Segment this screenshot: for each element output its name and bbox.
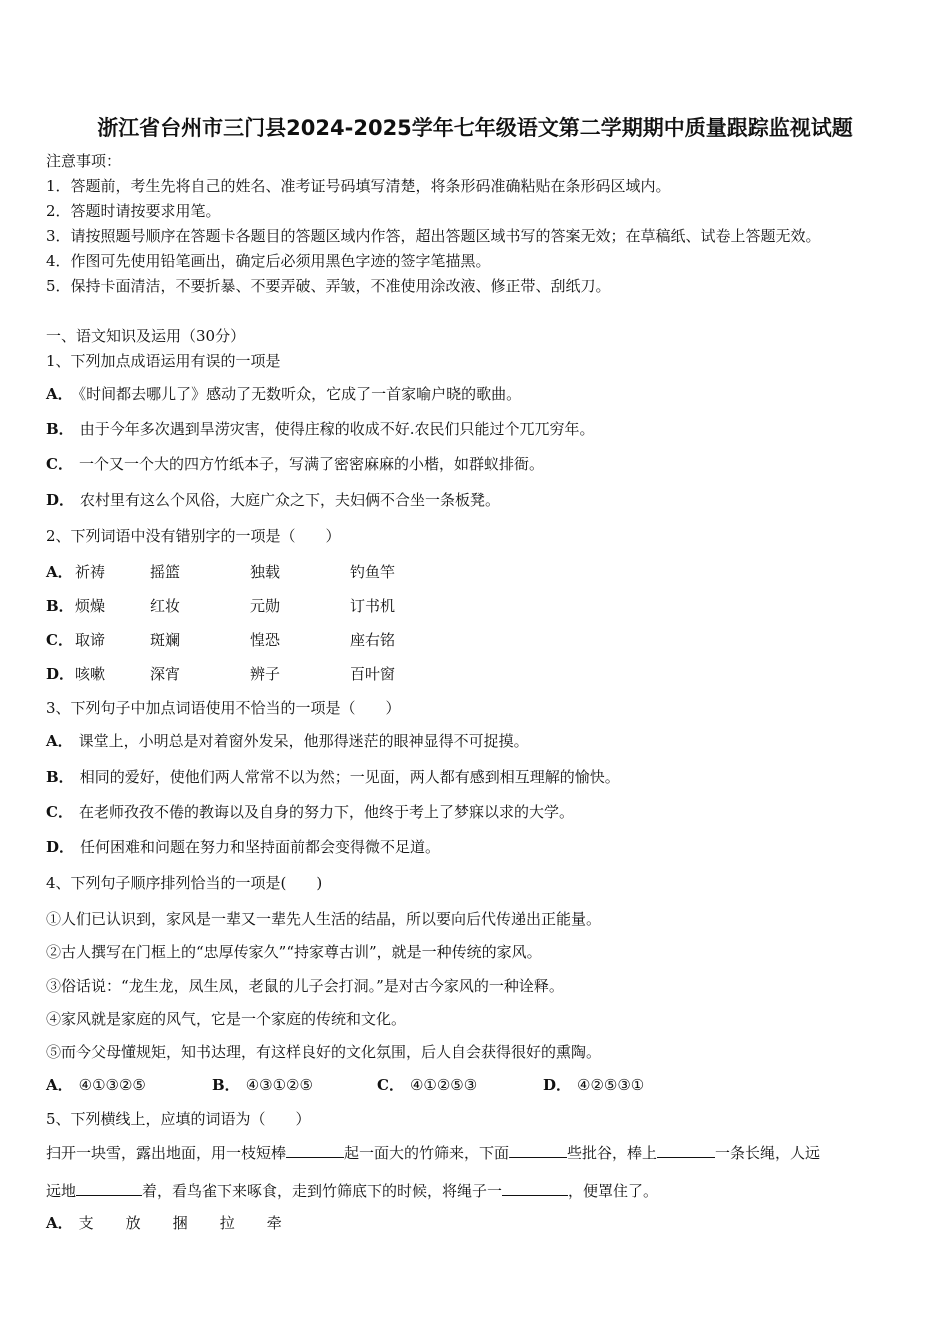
q1-option-a xyxy=(46,384,521,404)
option-word: 百叶窗 xyxy=(350,665,396,683)
passage-text: 些批谷，棒上 xyxy=(567,1144,658,1162)
question-2-stem: 2、下列词语中没有错别字的一项是（ ） xyxy=(46,527,341,545)
option-word: 烦燥 xyxy=(75,597,106,615)
option-label: B． xyxy=(46,420,74,438)
q5-passage-line xyxy=(46,1143,820,1163)
notice-item: 4．作图可先使用铅笔画出，确定后必须用黑色字迹的签字笔描黑。 xyxy=(46,252,491,270)
fill-blank xyxy=(76,1181,142,1196)
option-label: C． xyxy=(377,1076,404,1094)
q4-sentence: ②古人撰写在门框上的“忠厚传家久”“持家尊古训”，就是一种传统的家风。 xyxy=(46,943,542,961)
option-word: 钓鱼竿 xyxy=(350,563,396,581)
passage-text: 起一面大的竹筛来，下面 xyxy=(344,1144,510,1162)
passage-text: ，便罩住了。 xyxy=(568,1182,659,1200)
option-label: A． xyxy=(46,732,73,750)
option-word: 座右铭 xyxy=(350,631,396,649)
option-word: 深宵 xyxy=(150,665,181,683)
option-text: 由于今年多次遇到旱涝灾害，使得庄稼的收成不好.农民们只能过个兀兀穷年。 xyxy=(79,420,595,438)
fill-blank xyxy=(502,1181,568,1196)
passage-text: 一条长绳，人远 xyxy=(715,1144,821,1162)
option-label: D． xyxy=(543,1076,572,1094)
q1-option-d xyxy=(46,490,500,510)
option-word: 独载 xyxy=(250,563,281,581)
option-word: 红妆 xyxy=(150,597,181,615)
option-text: ④①②⑤③ xyxy=(409,1076,478,1094)
fill-blank xyxy=(657,1143,715,1158)
option-label: B． xyxy=(46,768,74,786)
q5-passage-line xyxy=(46,1181,658,1201)
option-word: 拉 xyxy=(219,1214,235,1232)
q1-option-b xyxy=(46,419,594,439)
section-heading: 一、语文知识及运用（30分） xyxy=(46,327,246,345)
option-label: A． xyxy=(46,563,73,581)
q4-option-d xyxy=(543,1075,644,1095)
option-word: 订书机 xyxy=(350,597,396,615)
option-label: D． xyxy=(46,838,75,856)
option-label: D． xyxy=(46,491,75,509)
option-word: 斑斓 xyxy=(150,631,181,649)
passage-text: 远地 xyxy=(46,1182,77,1200)
option-label: D． xyxy=(46,665,75,683)
q3-option-a xyxy=(46,731,529,751)
passage-text: 着，看鸟雀下来啄食，走到竹筛底下的时候，将绳子一 xyxy=(142,1182,503,1200)
option-label: B． xyxy=(212,1076,240,1094)
option-label: A． xyxy=(46,1076,73,1094)
option-label: A． xyxy=(46,1214,73,1232)
q4-option-a xyxy=(46,1075,146,1095)
option-text: 在老师孜孜不倦的教诲以及自身的努力下，他终于考上了梦寐以求的大学。 xyxy=(78,803,574,821)
exam-title: 浙江省台州市三门县2024-2025学年七年级语文第二学期期中质量跟踪监视试题 xyxy=(97,116,853,140)
option-word: 辨子 xyxy=(250,665,281,683)
option-text: 一个又一个大的四方竹纸本子，写满了密密麻麻的小楷，如群蚁排衙。 xyxy=(78,455,544,473)
option-text: 《时间都去哪儿了》感动了无数听众，它成了一首家喻户晓的歌曲。 xyxy=(78,385,522,403)
question-4-stem: 4、下列句子顺序排列恰当的一项是( ) xyxy=(46,874,323,892)
option-text: ④①③②⑤ xyxy=(78,1076,146,1094)
question-5-stem: 5、下列横线上，应填的词语为（ ） xyxy=(46,1110,311,1128)
option-label: C． xyxy=(46,455,73,473)
q4-sentence: ①人们已认识到，家风是一辈又一辈先人生活的结晶，所以要向后代传递出正能量。 xyxy=(46,910,602,928)
notice-item: 3．请按照题号顺序在答题卡各题目的答题区域内作答，超出答题区域书写的答案无效；在草稿纸、试卷上答题无效。 xyxy=(46,227,821,245)
q5-option-a xyxy=(46,1213,282,1233)
option-text: 农村里有这么个风俗，大庭广众之下，夫妇俩不合坐一条板凳。 xyxy=(80,491,501,509)
option-word: 祈祷 xyxy=(75,563,106,581)
option-text: ④②⑤③① xyxy=(577,1076,645,1094)
notice-item: 1．答题前，考生先将自己的姓名、准考证号码填写清楚，将条形码准确粘贴在条形码区域内。 xyxy=(46,177,671,195)
option-word: 咳嗽 xyxy=(75,665,106,683)
q1-option-c xyxy=(46,454,544,474)
passage-text: 扫开一块雪，露出地面，用一枝短棒 xyxy=(46,1144,287,1162)
q3-option-c xyxy=(46,802,574,822)
q4-option-b xyxy=(212,1075,313,1095)
option-text: 任何困难和问题在努力和坚持面前都会变得微不足道。 xyxy=(80,838,441,856)
option-word: 摇篮 xyxy=(150,563,181,581)
q4-option-c xyxy=(377,1075,477,1095)
fill-blank xyxy=(286,1143,344,1158)
option-label: B． xyxy=(46,597,74,615)
q4-sentence: ③俗话说：“龙生龙，凤生凤，老鼠的儿子会打洞。”是对古今家风的一种诠释。 xyxy=(46,977,564,995)
option-text: ④③①②⑤ xyxy=(245,1076,313,1094)
option-word: 惶恐 xyxy=(250,631,281,649)
question-3-stem: 3、下列句子中加点词语使用不恰当的一项是（ ） xyxy=(46,699,401,717)
fill-blank xyxy=(509,1143,567,1158)
option-word: 取谛 xyxy=(75,631,106,649)
notice-heading: 注意事项： xyxy=(46,152,122,170)
q3-option-b xyxy=(46,767,620,787)
option-label: A． xyxy=(46,385,73,403)
question-1-stem: 1、下列加点成语运用有误的一项是 xyxy=(46,352,281,370)
option-word: 支 xyxy=(78,1214,94,1232)
option-text: 课堂上，小明总是对着窗外发呆，他那得迷茫的眼神显得不可捉摸。 xyxy=(78,732,529,750)
notice-item: 5．保持卡面清洁，不要折暴、不要弄破、弄皱，不准使用涂改液、修正带、刮纸刀。 xyxy=(46,277,611,295)
option-word: 捆 xyxy=(172,1214,188,1232)
option-text: 相同的爱好，使他们两人常常不以为然；一见面，两人都有感到相互理解的愉快。 xyxy=(79,768,620,786)
option-word: 元勋 xyxy=(250,597,281,615)
option-word: 放 xyxy=(125,1214,141,1232)
q4-sentence: ⑤而今父母懂规矩，知书达理，有这样良好的文化氛围，后人自会获得很好的熏陶。 xyxy=(46,1043,602,1061)
notice-item: 2．答题时请按要求用笔。 xyxy=(46,202,221,220)
option-label: C． xyxy=(46,631,73,649)
q3-option-d xyxy=(46,837,440,857)
option-word: 牵 xyxy=(266,1214,282,1232)
q4-sentence: ④家风就是家庭的风气，它是一个家庭的传统和文化。 xyxy=(46,1010,407,1028)
option-label: C． xyxy=(46,803,73,821)
